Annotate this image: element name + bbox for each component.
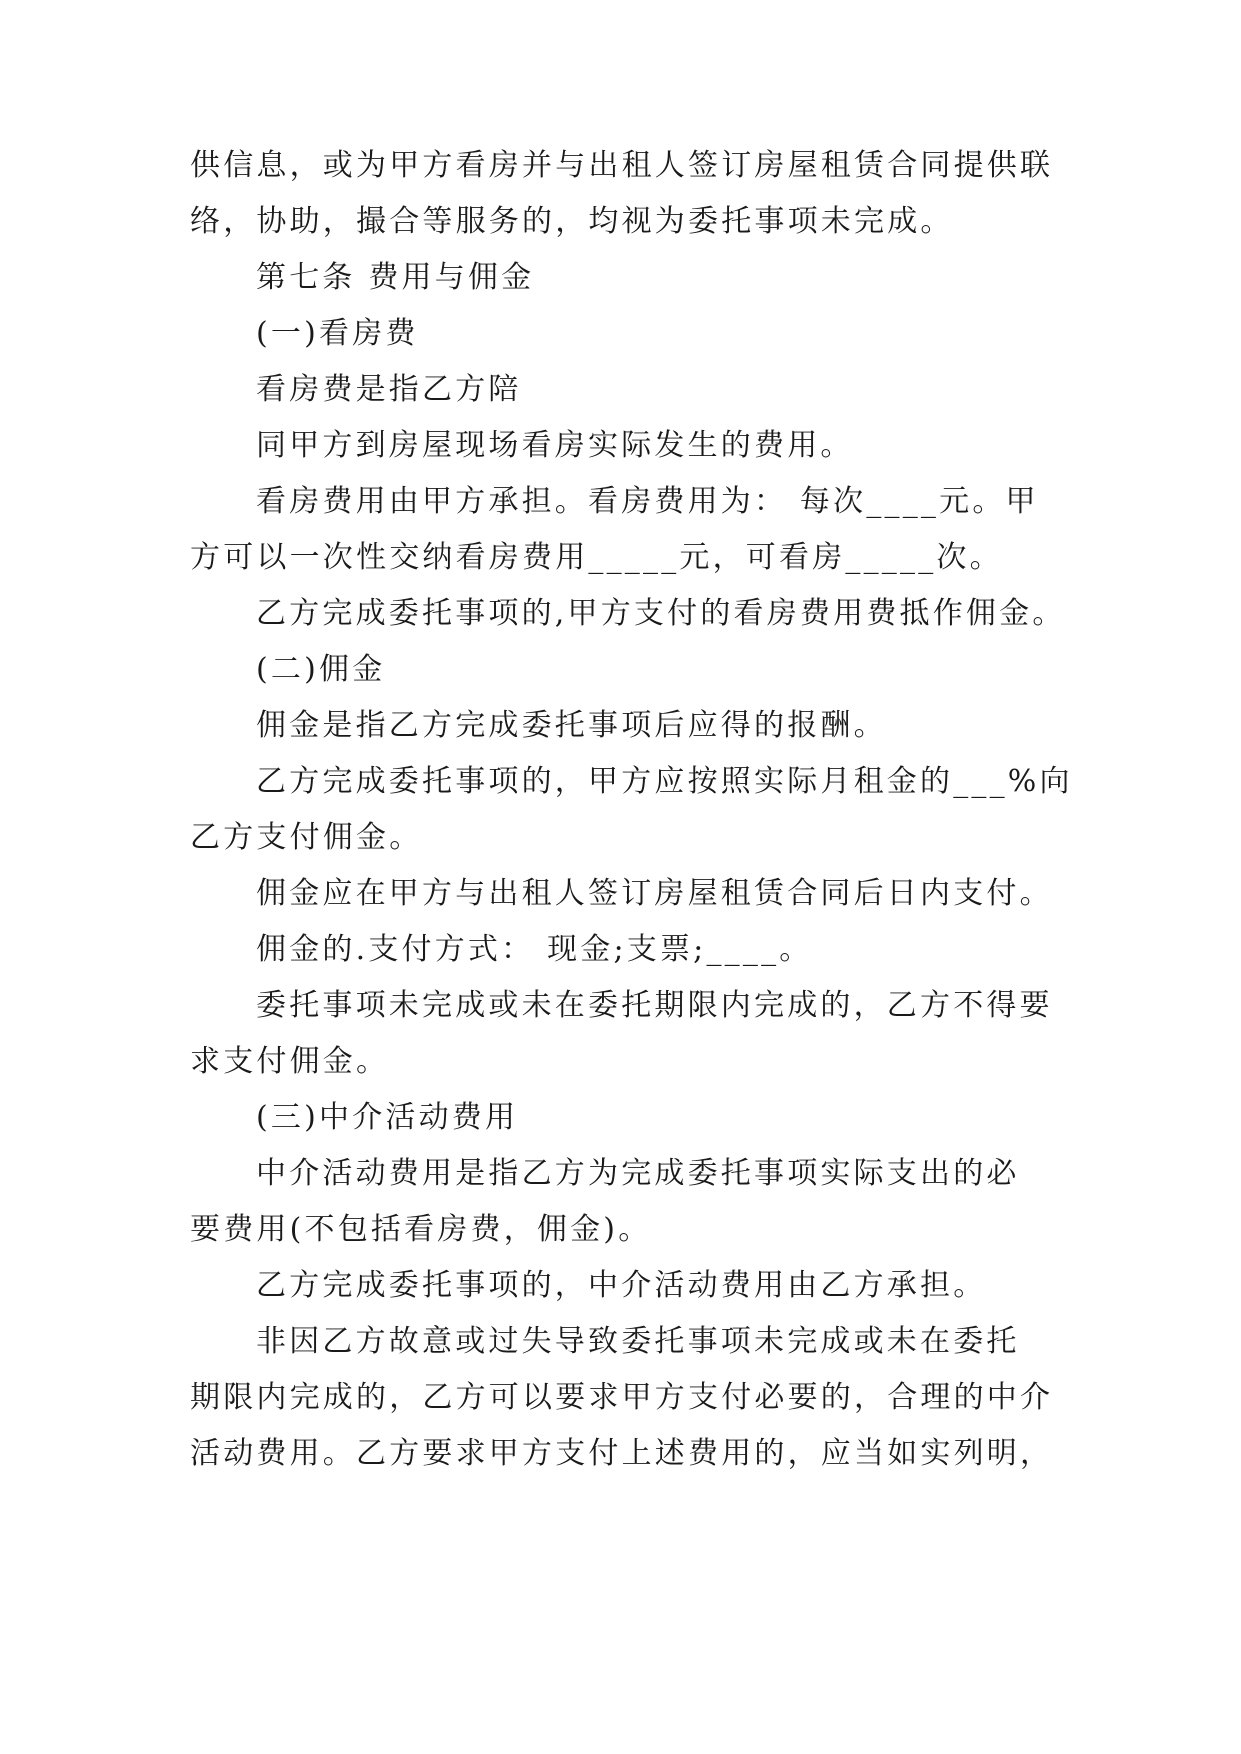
text-line: 方可以一次性交纳看房费用_____元，可看房_____次。: [190, 540, 1003, 575]
text-line: 乙方完成委托事项的，甲方应按照实际月租金的___%向: [256, 764, 1073, 799]
text-line: 佣金是指乙方完成委托事项后应得的报酬。: [256, 708, 887, 743]
text-line: 乙方完成委托事项的,甲方支付的看房费用费抵作佣金。: [256, 596, 1066, 631]
text-line: 求支付佣金。: [190, 1044, 390, 1079]
text-line: 非因乙方故意或过失导致委托事项未完成或未在委托: [256, 1324, 1020, 1359]
text-line: 乙方完成委托事项的，中介活动费用由乙方承担。: [256, 1268, 987, 1303]
text-line: 活动费用。乙方要求甲方支付上述费用的，应当如实列明，: [190, 1436, 1054, 1471]
text-line: 看房费用由甲方承担。看房费用为： 每次____元。甲: [256, 484, 1039, 519]
text-line: 期限内完成的，乙方可以要求甲方支付必要的，合理的中介: [190, 1380, 1054, 1415]
text-line: 供信息，或为甲方看房并与出租人签订房屋租赁合同提供联: [190, 148, 1054, 183]
subsection-heading: (三)中介活动费用: [256, 1100, 519, 1135]
text-line: 中介活动费用是指乙方为完成委托事项实际支出的必: [256, 1156, 1020, 1191]
subsection-heading: (一)看房费: [256, 316, 419, 351]
text-line: 委托事项未完成或未在委托期限内完成的，乙方不得要: [256, 988, 1053, 1023]
text-line: 佣金的.支付方式： 现金;支票;____。: [256, 932, 813, 967]
text-line: 同甲方到房屋现场看房实际发生的费用。: [256, 428, 854, 463]
subsection-heading: (二)佣金: [256, 652, 386, 687]
text-line: 看房费是指乙方陪: [256, 372, 522, 407]
text-line: 佣金应在甲方与出租人签订房屋租赁合同后日内支付。: [256, 876, 1053, 911]
text-line: 乙方支付佣金。: [190, 820, 423, 855]
section-heading: 第七条 费用与佣金: [256, 260, 535, 295]
text-line: 络，协助，撮合等服务的，均视为委托事项未完成。: [190, 204, 954, 239]
text-line: 要费用(不包括看房费，佣金)。: [190, 1212, 652, 1247]
